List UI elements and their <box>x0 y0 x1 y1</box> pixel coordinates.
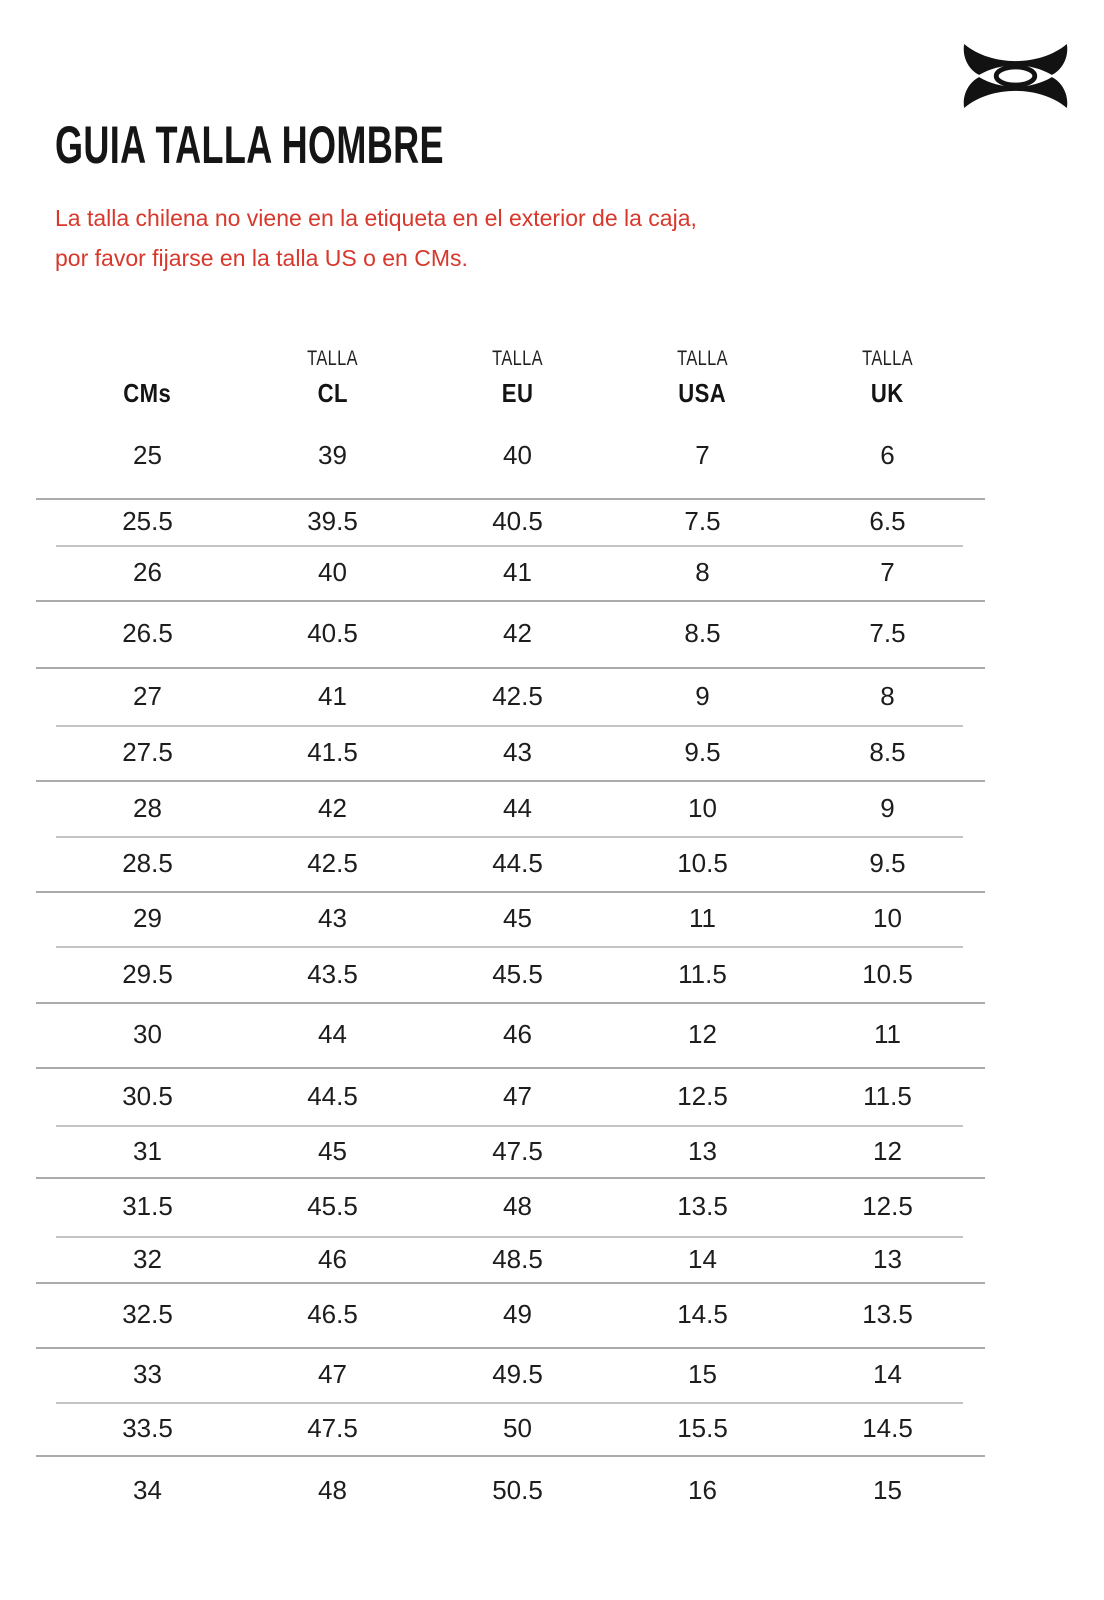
table-cell: 8 <box>695 556 710 587</box>
row-divider <box>56 545 963 547</box>
table-cell: 42.5 <box>307 847 358 878</box>
table-row <box>36 1178 985 1235</box>
table-row <box>36 668 985 725</box>
table-cell: 31 <box>133 1135 162 1166</box>
row-divider <box>56 1125 963 1127</box>
table-cell: 45.5 <box>307 1190 358 1221</box>
table-cell: 25 <box>133 439 162 470</box>
table-cell: 42 <box>318 792 347 823</box>
row-divider <box>36 1455 985 1457</box>
table-cell: 28.5 <box>122 847 173 878</box>
table-row <box>36 427 985 484</box>
row-divider <box>56 1236 963 1238</box>
table-row <box>36 493 985 550</box>
table-cell: 10 <box>688 792 717 823</box>
table-row <box>36 1286 985 1343</box>
table-row <box>36 890 985 947</box>
table-row <box>36 946 985 1003</box>
column-header-label: USA <box>678 378 727 408</box>
page-title: GUIA TALLA HOMBRE <box>55 116 444 175</box>
table-cell: 13 <box>873 1243 902 1274</box>
table-cell: 29.5 <box>122 958 173 989</box>
table-cell: 15 <box>873 1474 902 1505</box>
table-cell: 11 <box>689 902 716 933</box>
table-cell: 9 <box>880 792 895 823</box>
table-cell: 8 <box>880 680 895 711</box>
table-row <box>36 1068 985 1125</box>
table-cell: 15 <box>688 1358 717 1389</box>
notice-line-2: por favor fijarse en la talla US o en CMs. <box>55 245 468 271</box>
table-cell: 12 <box>873 1135 902 1166</box>
table-cell: 43 <box>318 902 347 933</box>
table-cell: 44 <box>503 792 532 823</box>
table-cell: 32.5 <box>122 1298 173 1329</box>
table-cell: 26.5 <box>122 617 173 648</box>
table-cell: 40 <box>318 556 347 587</box>
table-row <box>36 1006 985 1063</box>
column-header-label: UK <box>871 378 904 408</box>
table-cell: 11.5 <box>863 1080 912 1111</box>
table-cell: 13 <box>688 1135 717 1166</box>
table-cell: 9.5 <box>684 736 721 767</box>
table-cell: 43.5 <box>307 958 358 989</box>
column-header-talla: TALLA <box>677 347 728 370</box>
row-divider <box>56 946 963 948</box>
table-cell: 39 <box>318 439 347 470</box>
table-cell: 7 <box>880 556 895 587</box>
table-cell: 48.5 <box>492 1243 543 1274</box>
table-cell: 7.5 <box>869 617 906 648</box>
table-cell: 41.5 <box>307 736 358 767</box>
table-cell: 7 <box>695 439 710 470</box>
table-cell: 42 <box>503 617 532 648</box>
table-cell: 9.5 <box>869 847 906 878</box>
table-cell: 12 <box>688 1018 717 1049</box>
table-cell: 47 <box>318 1358 347 1389</box>
table-cell: 30.5 <box>122 1080 173 1111</box>
column-header-talla: TALLA <box>862 347 913 370</box>
table-cell: 49.5 <box>492 1358 543 1389</box>
table-cell: 11 <box>874 1018 901 1049</box>
table-cell: 8.5 <box>869 736 906 767</box>
table-cell: 14.5 <box>677 1298 728 1329</box>
table-cell: 25.5 <box>122 505 173 536</box>
table-cell: 39.5 <box>307 505 358 536</box>
table-cell: 10.5 <box>862 958 913 989</box>
row-divider <box>56 836 963 838</box>
table-cell: 47 <box>503 1080 532 1111</box>
table-cell: 47.5 <box>307 1412 358 1443</box>
table-cell: 49 <box>503 1298 532 1329</box>
table-cell: 14.5 <box>862 1412 913 1443</box>
column-header-label: CMs <box>123 378 172 408</box>
row-divider <box>36 1067 985 1069</box>
table-row <box>36 1346 985 1403</box>
row-divider <box>56 725 963 727</box>
table-cell: 30 <box>133 1018 162 1049</box>
table-cell: 48 <box>318 1474 347 1505</box>
table-cell: 28 <box>133 792 162 823</box>
table-cell: 41 <box>318 680 347 711</box>
table-cell: 26 <box>133 556 162 587</box>
table-cell: 27 <box>133 680 162 711</box>
table-cell: 45 <box>503 902 532 933</box>
table-cell: 27.5 <box>122 736 173 767</box>
table-cell: 45.5 <box>492 958 543 989</box>
table-cell: 32 <box>133 1243 162 1274</box>
table-cell: 6.5 <box>869 505 906 536</box>
table-row <box>36 835 985 892</box>
row-divider <box>36 667 985 669</box>
table-cell: 15.5 <box>677 1412 728 1443</box>
column-header-label: EU <box>501 378 534 408</box>
table-row <box>36 1462 985 1519</box>
row-divider <box>36 498 985 500</box>
row-divider <box>36 1177 985 1179</box>
table-cell: 12.5 <box>677 1080 728 1111</box>
table-cell: 50 <box>503 1412 532 1443</box>
column-header-talla: TALLA <box>492 347 543 370</box>
table-cell: 46.5 <box>307 1298 358 1329</box>
row-divider <box>36 600 985 602</box>
table-cell: 29 <box>133 902 162 933</box>
table-cell: 16 <box>688 1474 717 1505</box>
table-cell: 44 <box>318 1018 347 1049</box>
table-cell: 46 <box>318 1243 347 1274</box>
table-row <box>36 1400 985 1457</box>
table-cell: 13.5 <box>677 1190 728 1221</box>
row-divider <box>56 1402 963 1404</box>
table-cell: 14 <box>688 1243 717 1274</box>
table-row <box>36 724 985 781</box>
table-cell: 6 <box>880 439 895 470</box>
table-cell: 43 <box>503 736 532 767</box>
table-cell: 41 <box>503 556 532 587</box>
table-cell: 14 <box>873 1358 902 1389</box>
table-cell: 34 <box>133 1474 162 1505</box>
table-cell: 40.5 <box>307 617 358 648</box>
table-cell: 44.5 <box>307 1080 358 1111</box>
column-header-label: CL <box>317 378 348 408</box>
row-divider <box>36 1002 985 1004</box>
table-cell: 31.5 <box>122 1190 173 1221</box>
row-divider <box>36 780 985 782</box>
table-cell: 40.5 <box>492 505 543 536</box>
table-row <box>36 1123 985 1180</box>
table-cell: 13.5 <box>862 1298 913 1329</box>
row-divider <box>36 1347 985 1349</box>
table-cell: 47.5 <box>492 1135 543 1166</box>
table-cell: 11.5 <box>678 958 727 989</box>
table-row <box>36 605 985 662</box>
row-divider <box>36 1282 985 1284</box>
table-row <box>36 780 985 837</box>
table-row <box>36 544 985 601</box>
table-cell: 50.5 <box>492 1474 543 1505</box>
table-cell: 9 <box>695 680 710 711</box>
table-cell: 40 <box>503 439 532 470</box>
table-cell: 46 <box>503 1018 532 1049</box>
notice-line-1: La talla chilena no viene en la etiqueta en el exterior de la caja, <box>55 205 697 231</box>
table-cell: 7.5 <box>684 505 721 536</box>
table-cell: 10.5 <box>677 847 728 878</box>
table-cell: 8.5 <box>684 617 721 648</box>
table-cell: 48 <box>503 1190 532 1221</box>
table-row <box>36 1231 985 1288</box>
table-cell: 33 <box>133 1358 162 1389</box>
table-cell: 44.5 <box>492 847 543 878</box>
table-cell: 33.5 <box>122 1412 173 1443</box>
row-divider <box>36 891 985 893</box>
table-cell: 12.5 <box>862 1190 913 1221</box>
table-cell: 10 <box>873 902 902 933</box>
table-cell: 42.5 <box>492 680 543 711</box>
column-header-talla: TALLA <box>307 347 358 370</box>
table-cell: 45 <box>318 1135 347 1166</box>
